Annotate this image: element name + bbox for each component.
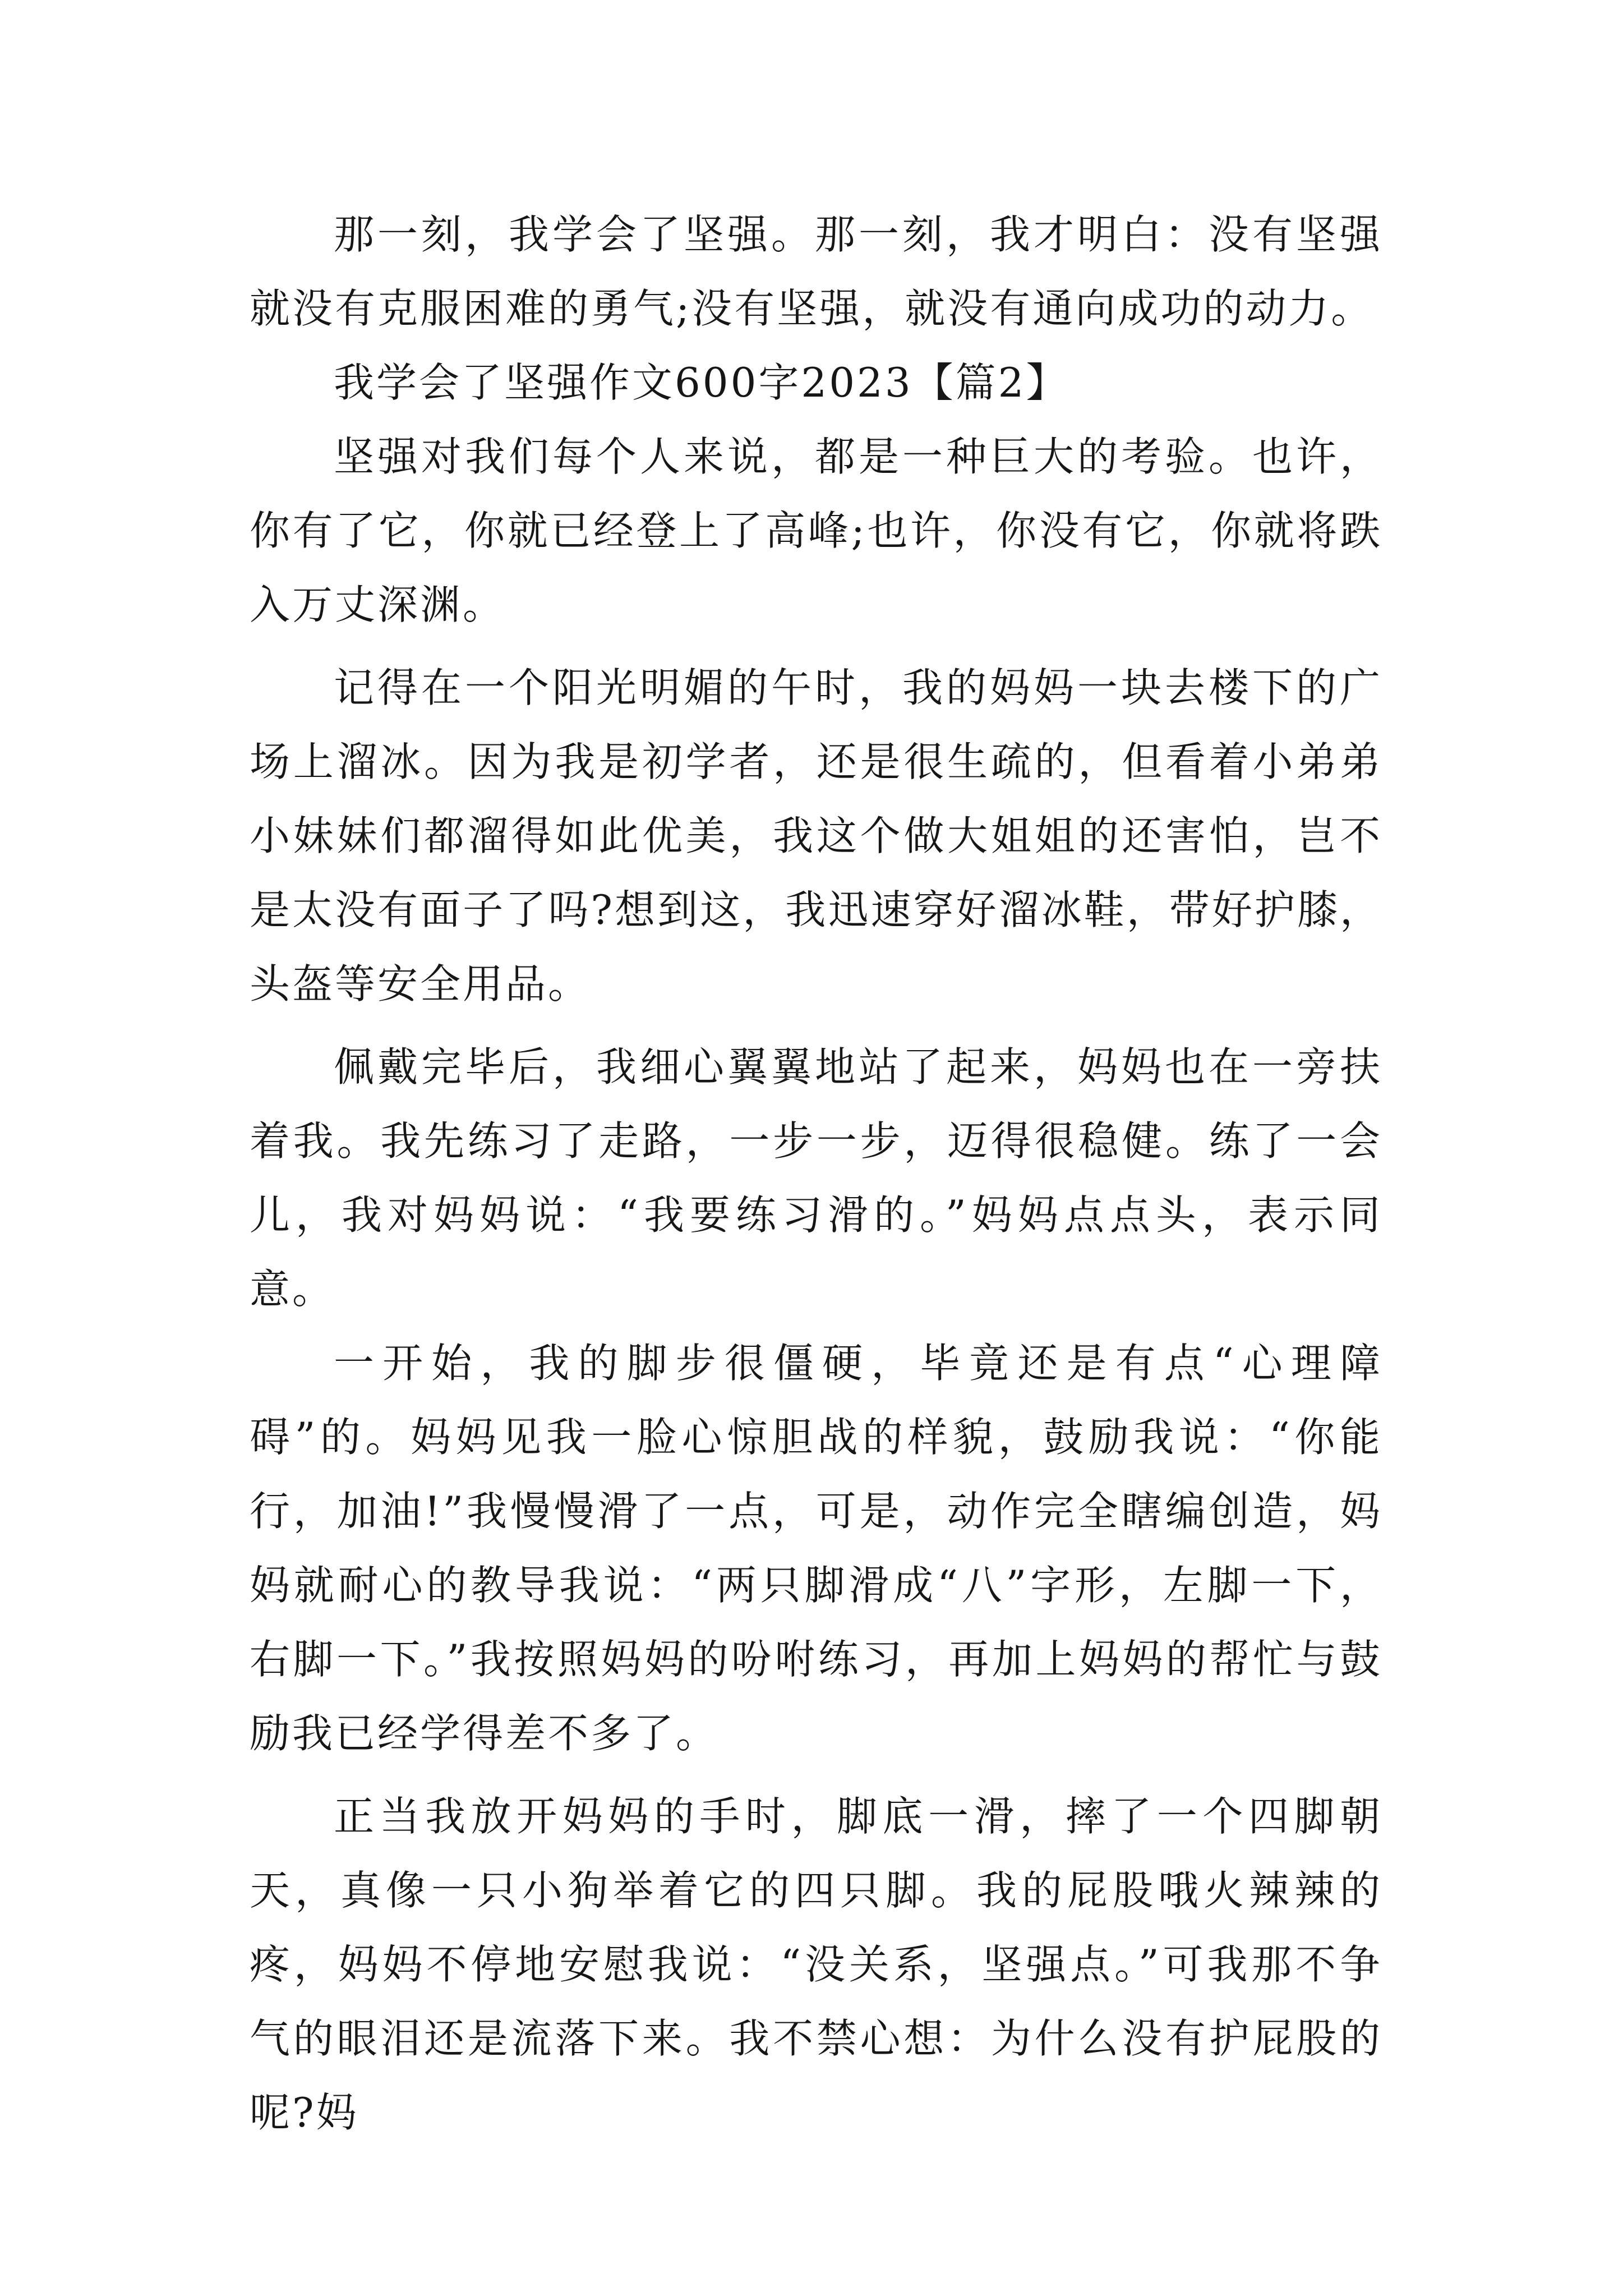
paragraph-skating-start: 记得在一个阳光明媚的午时，我的妈妈一块去楼下的广场上溜冰。因为我是初学者，还是很生疏的，但看着小弟弟小妹妹们都溜得如此优美，我这个做大姐姐的还害怕，岂不是太没有面子了吗?想到这，我迅速穿好溜冰鞋，带好护膝，头盔等安全用品。 xyxy=(250,664,1382,1007)
section-heading: 我学会了坚强作文600字2023【篇2】 xyxy=(334,359,1069,406)
paragraph-conclusion: 那一刻，我学会了坚强。那一刻，我才明白：没有坚强就没有克服困难的勇气;没有坚强，就没有通向成功的动力。 xyxy=(250,211,1382,332)
paragraph-fall: 正当我放开妈妈的手时，脚底一滑，摔了一个四脚朝天，真像一只小狗举着它的四只脚。我的屁股哦火辣辣的疼，妈妈不停地安慰我说：“没关系，坚强点。”可我那不争气的眼泪还是流落下来。我不禁心想：为什么没有护屁股的呢?妈 xyxy=(250,1793,1382,2136)
paragraph-encouragement: 一开始，我的脚步很僵硬，毕竟还是有点“心理障碍”的。妈妈见我一脸心惊胆战的样貌，鼓励我说：“你能行，加油!”我慢慢滑了一点，可是，动作完全瞎编创造，妈妈就耐心的教导我说：“两只脚滑成“八”字形，左脚一下，右脚一下。”我按照妈妈的吩咐练习，再加上妈妈的帮忙与鼓励我已经学得差不多了。 xyxy=(250,1340,1382,1757)
document-body xyxy=(250,197,1382,2150)
paragraph-first-steps: 佩戴完毕后，我细心翼翼地站了起来，妈妈也在一旁扶着我。我先练习了走路，一步一步，迈得很稳健。练了一会儿，我对妈妈说：“我要练习滑的。”妈妈点点头，表示同意。 xyxy=(250,1043,1382,1313)
paragraph-intro: 坚强对我们每个人来说，都是一种巨大的考验。也许，你有了它，你就已经登上了高峰;也许，你没有它，你就将跌入万丈深渊。 xyxy=(250,433,1382,628)
